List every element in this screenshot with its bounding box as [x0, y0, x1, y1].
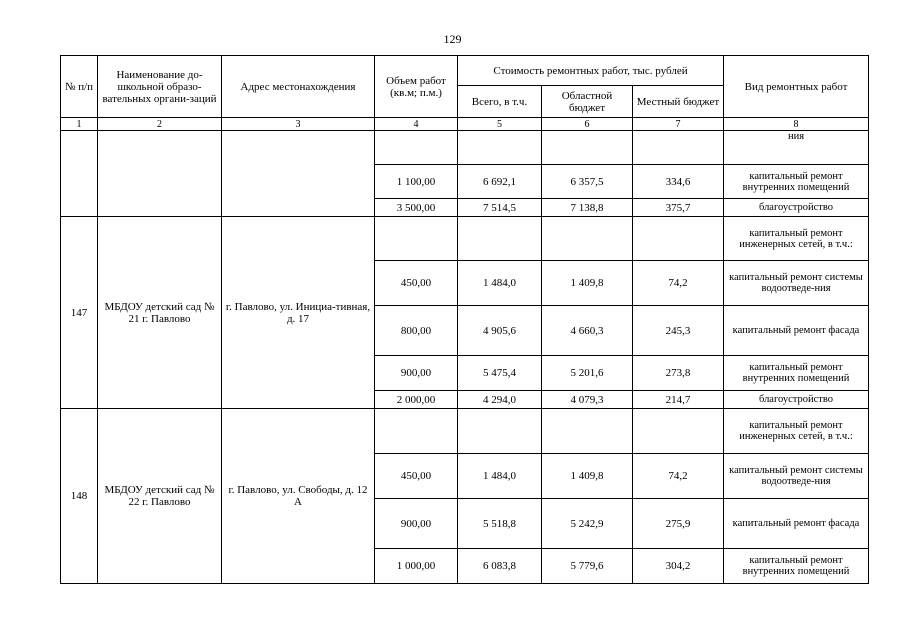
cell-local [633, 217, 724, 261]
cell-regional [542, 409, 633, 454]
cell-total: 4 294,0 [458, 391, 542, 409]
cell-volume: 900,00 [375, 499, 458, 549]
cell-volume: 800,00 [375, 306, 458, 356]
table-row [61, 217, 869, 261]
header-volume: Объем работ (кв.м; п.м.) [375, 56, 458, 118]
cell-num [61, 131, 98, 217]
cell-local [633, 131, 724, 165]
cell-total: 5 518,8 [458, 499, 542, 549]
cell-total [458, 131, 542, 165]
header-num: № п/п [61, 56, 98, 118]
cell-local: 273,8 [633, 356, 724, 391]
cell-regional: 4 079,3 [542, 391, 633, 409]
cell-regional: 1 409,8 [542, 454, 633, 499]
cell-total: 4 905,6 [458, 306, 542, 356]
cell-kind: благоустройство [724, 199, 869, 217]
cell-kind: благоустройство [724, 391, 869, 409]
cell-volume [375, 131, 458, 165]
header-total: Всего, в т.ч. [458, 86, 542, 118]
column-number: 2 [98, 118, 222, 131]
cell-regional: 6 357,5 [542, 165, 633, 199]
cell-total [458, 409, 542, 454]
cell-regional: 5 201,6 [542, 356, 633, 391]
cell-num: 148 [61, 409, 98, 584]
cell-local: 245,3 [633, 306, 724, 356]
cell-total: 6 692,1 [458, 165, 542, 199]
cell-kind: капитальный ремонт инженерных сетей, в т.ч.: [724, 217, 869, 261]
cell-local: 275,9 [633, 499, 724, 549]
cell-kind: капитальный ремонт фасада [724, 499, 869, 549]
cell-volume: 2 000,00 [375, 391, 458, 409]
cell-regional: 1 409,8 [542, 261, 633, 306]
cell-total: 6 083,8 [458, 549, 542, 584]
cell-address [222, 131, 375, 217]
column-number: 4 [375, 118, 458, 131]
cell-address: г. Павлово, ул. Инициа-тивная, д. 17 [222, 217, 375, 409]
cell-name [98, 131, 222, 217]
column-number: 8 [724, 118, 869, 131]
cell-regional [542, 217, 633, 261]
page-number: 129 [443, 32, 462, 46]
repair-works-table [60, 55, 869, 584]
cell-local: 74,2 [633, 454, 724, 499]
column-number: 7 [633, 118, 724, 131]
cell-kind: капитальный ремонт внутренних помещений [724, 356, 869, 391]
cell-address: г. Павлово, ул. Свободы, д. 12 А [222, 409, 375, 584]
cell-regional [542, 131, 633, 165]
cell-total [458, 217, 542, 261]
cell-total: 7 514,5 [458, 199, 542, 217]
table-row [61, 131, 869, 165]
cell-kind: капитальный ремонт внутренних помещений [724, 165, 869, 199]
cell-kind: капитальный ремонт инженерных сетей, в т.ч.: [724, 409, 869, 454]
table-row [61, 409, 869, 454]
cell-total: 1 484,0 [458, 454, 542, 499]
cell-kind: капитальный ремонт фасада [724, 306, 869, 356]
cell-volume: 3 500,00 [375, 199, 458, 217]
cell-local [633, 409, 724, 454]
cell-kind: капитальный ремонт системы водоотведе-ния [724, 261, 869, 306]
cell-kind: капитальный ремонт внутренних помещений [724, 549, 869, 584]
cell-local: 214,7 [633, 391, 724, 409]
header-local: Местный бюджет [633, 86, 724, 118]
cell-regional: 4 660,3 [542, 306, 633, 356]
cell-kind: ния [724, 131, 869, 165]
cell-volume: 1 100,00 [375, 165, 458, 199]
cell-local: 375,7 [633, 199, 724, 217]
cell-local: 334,6 [633, 165, 724, 199]
header-cost-group: Стоимость ремонтных работ, тыс. рублей [458, 56, 724, 86]
column-number: 1 [61, 118, 98, 131]
cell-volume: 450,00 [375, 454, 458, 499]
cell-local: 74,2 [633, 261, 724, 306]
cell-volume: 450,00 [375, 261, 458, 306]
header-address: Адрес местонахождения [222, 56, 375, 118]
column-number-row [61, 118, 869, 131]
column-number: 6 [542, 118, 633, 131]
cell-local: 304,2 [633, 549, 724, 584]
cell-num: 147 [61, 217, 98, 409]
header-name: Наименование до-школьной образо-вательных органи-заций [98, 56, 222, 118]
cell-volume [375, 217, 458, 261]
cell-name: МБДОУ детский сад № 22 г. Павлово [98, 409, 222, 584]
header-kind: Вид ремонтных работ [724, 56, 869, 118]
cell-total: 5 475,4 [458, 356, 542, 391]
column-number: 3 [222, 118, 375, 131]
cell-name: МБДОУ детский сад № 21 г. Павлово [98, 217, 222, 409]
cell-regional: 5 779,6 [542, 549, 633, 584]
cell-total: 1 484,0 [458, 261, 542, 306]
cell-volume [375, 409, 458, 454]
cell-kind: капитальный ремонт системы водоотведе-ния [724, 454, 869, 499]
cell-volume: 900,00 [375, 356, 458, 391]
cell-regional: 7 138,8 [542, 199, 633, 217]
cell-regional: 5 242,9 [542, 499, 633, 549]
column-number: 5 [458, 118, 542, 131]
header-regional: Областной бюджет [542, 86, 633, 118]
cell-volume: 1 000,00 [375, 549, 458, 584]
